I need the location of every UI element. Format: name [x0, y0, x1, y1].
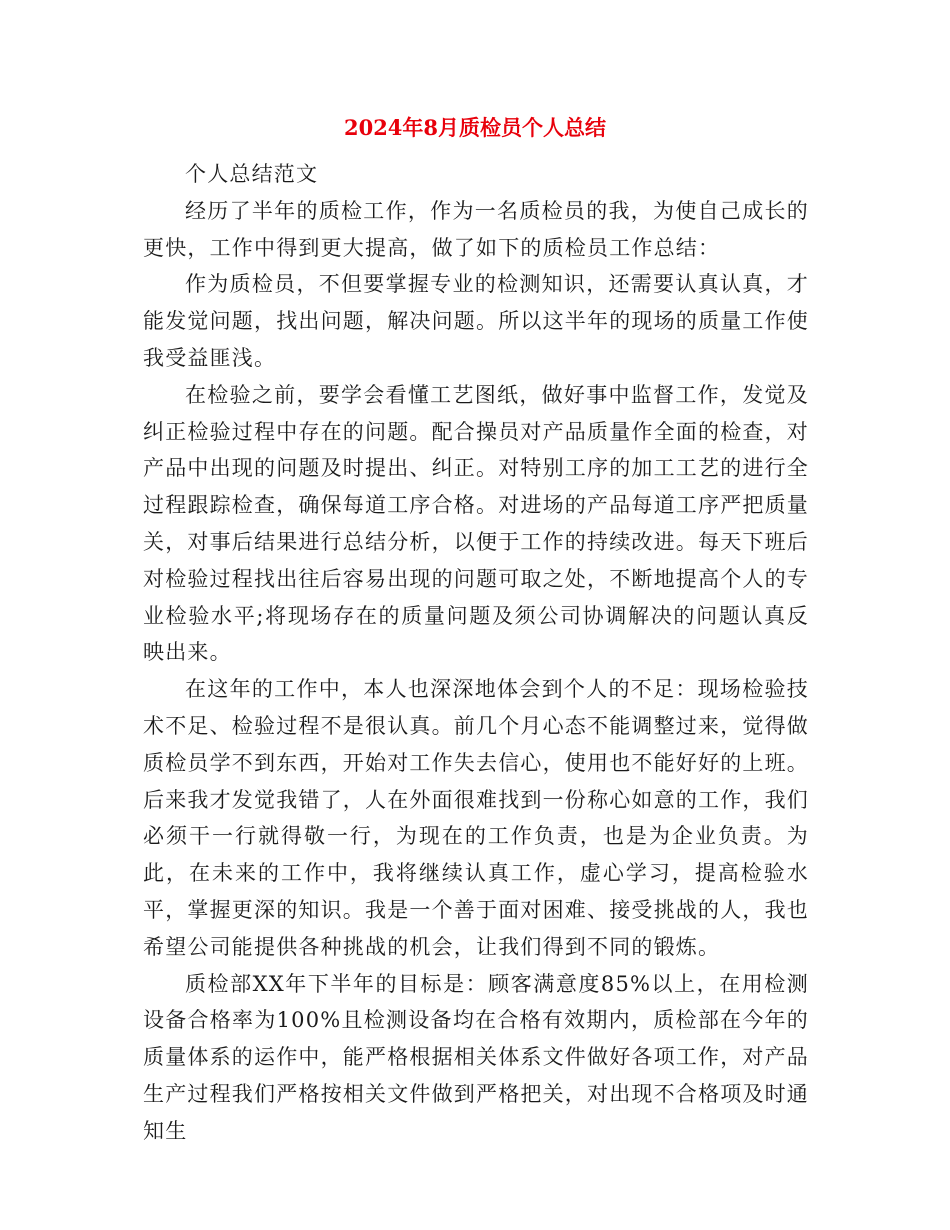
paragraph-intro: 经历了半年的质检工作，作为一名质检员的我，为使自己成长的更快，工作中得到更大提高，做了如下的质检员工作总结： — [143, 198, 809, 260]
paragraph-subtitle: 个人总结范文 — [185, 162, 319, 186]
paragraph-reflection: 在这年的工作中，本人也深深地体会到个人的不足：现场检验技术不足、检验过程不是很认真。前几个月心态不能调整过来，觉得做质检员学不到东西，开始对工作失去信心，使用也不能好好的上班。后来我才发觉我错了，人在外面很难找到一份称心如意的工作，我们必须干一行就得敬一行，为现在的工作负责，也是为企业负责。为此，在未来的工作中，我将继续认真工作，虚心学习，提高检验水平，掌握更深的知识。我是一个善于面对困难、接受挑战的人，我也希望公司能提供各种挑战的机会，让我们得到不同的锻炼。 — [143, 677, 809, 959]
document-body — [143, 156, 809, 1150]
document-title: 2024年8月质检员个人总结 — [343, 115, 607, 140]
paragraph-goals: 质检部XX年下半年的目标是：顾客满意度85%以上，在用检测设备合格率为100%且检测设备均在合格有效期内，质检部在今年的质量体系的运作中，能严格根据相关体系文件做好各项工作，对产品生产过程我们严格按相关文件做到严格把关，对出现不合格项及时通知生 — [143, 971, 809, 1143]
paragraph-inspection: 在检验之前，要学会看懂工艺图纸，做好事中监督工作，发觉及纠正检验过程中存在的问题。配合操员对产品质量作全面的检查，对产品中出现的问题及时提出、纠正。对特别工序的加工工艺的进行全过程跟踪检查，确保每道工序合格。对进场的产品每道工序严把质量关，对事后结果进行总结分析，以便于工作的持续改进。每天下班后对检验过程找出往后容易出现的问题可取之处，不断地提高个人的专业检验水平;将现场存在的质量问题及须公司协调解决的问题认真反映出来。 — [143, 382, 809, 665]
paragraph-role: 作为质检员，不但要掌握专业的检测知识，还需要认真认真，才能发觉问题，找出问题，解决问题。所以这半年的现场的质量工作使我受益匪浅。 — [143, 272, 809, 370]
